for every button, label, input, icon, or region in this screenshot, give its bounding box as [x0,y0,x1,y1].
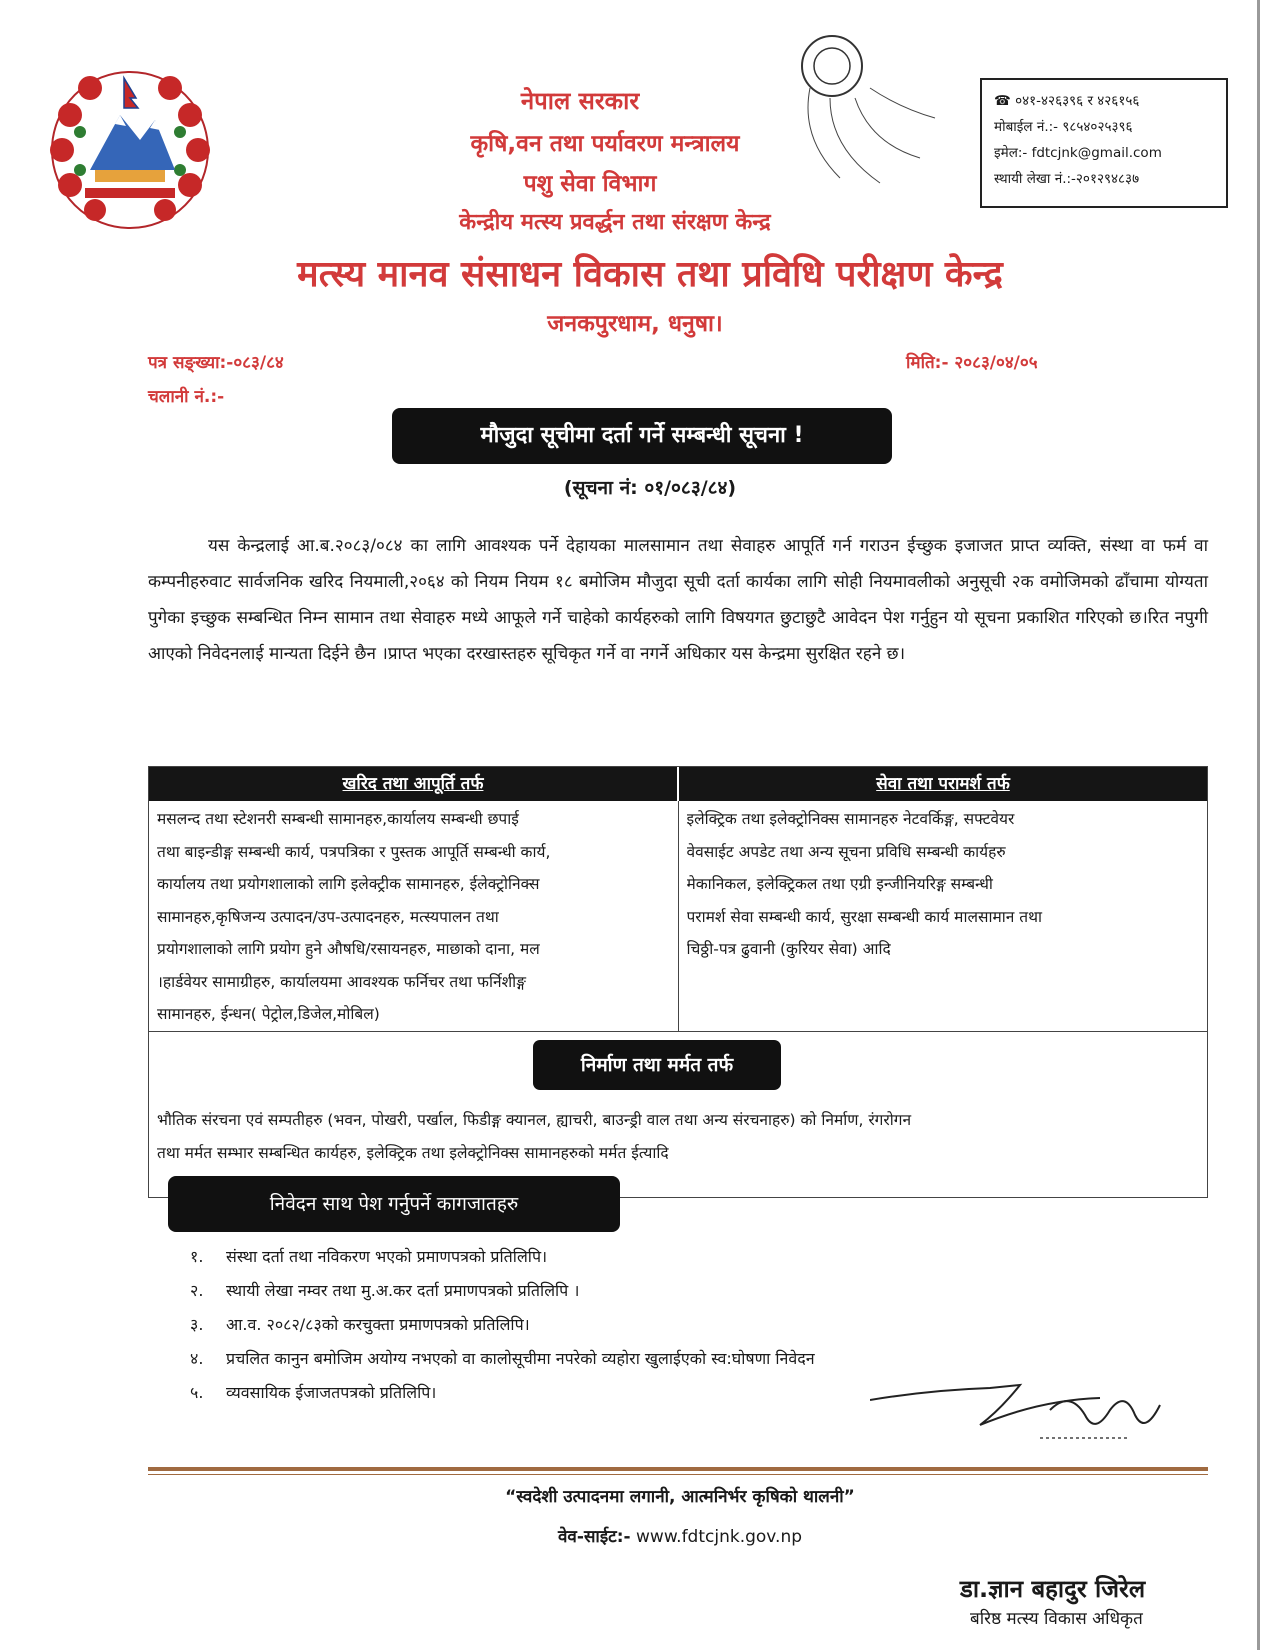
phone-number: ☎ ०४१-४२६३९६ र ४२६१५६ [994,93,1140,109]
header-location: जनकपुरधाम, धनुषा। [547,311,723,337]
footer-website [500,1524,860,1547]
contact-box [980,78,1228,208]
item-number: ५. [190,1383,204,1402]
purchase-supply-header: खरिद तथा आपूर्ति तर्फ [149,767,679,801]
item-number: ४. [190,1349,204,1368]
website-url[interactable]: www.fdtcjnk.gov.np [636,1527,803,1547]
footer-divider-thin [148,1474,1208,1475]
letter-number: पत्र सङ्ख्या:-०८३/८४ [148,353,284,373]
service-line: चिठ्ठी-पत्र ढुवानी (कुरियर सेवा) आदि [686,940,891,958]
office-stamp [770,18,945,198]
website-label: वेव-साईट:- [557,1527,631,1547]
header-central-centre: केन्द्रीय मत्स्य प्रवर्द्धन तथा संरक्षण केन्द्र [459,210,771,235]
categories-table [148,766,1208,1198]
item-text: आ.व. २०८२/८३को करचुक्ता प्रमाणपत्रको प्रतिलिपि। [226,1315,530,1334]
header-department: पशु सेवा विभाग [523,171,657,197]
item-text: संस्था दर्ता तथा नविकरण भएको प्रमाणपत्रको प्रतिलिपि। [226,1247,548,1266]
documents-header: निवेदन साथ पेश गर्नुपर्ने कागजातहरु [168,1176,620,1232]
scan-edge [1257,0,1260,1650]
list-item [190,1376,815,1410]
table-header [149,767,1207,801]
permanent-account-number: स्थायी लेखा नं.:-२०१२९४८३७ [994,171,1140,187]
purchase-supply-cell [149,801,679,1031]
item-number: ३. [190,1315,204,1334]
notice-title: मौजुदा सूचीमा दर्ता गर्ने सम्बन्धी सूचना ! [392,408,892,464]
purchase-line: प्रयोगशालाको लागि प्रयोग हुने औषधि/रसायनहरु, माछाको दाना, मल [157,940,540,958]
list-item [190,1240,815,1274]
nepal-government-emblem [40,60,220,230]
list-item [190,1342,815,1376]
service-line: मेकानिकल, इलेक्ट्रिकल तथा एग्री इन्जीनियरिङ्ग सम्बन्धी [686,875,993,893]
signer-title: बरिष्ठ मत्स्य विकास अधिकृत [970,1609,1143,1629]
construction-line: तथा मर्मत सम्भार सम्बन्धित कार्यहरु, इलेक्ट्रिक तथा इलेक्ट्रोनिक्स सामानहरुको मर्मत ईत्यादि [157,1144,669,1162]
email-address: इमेल:- fdtcjnk@gmail.com [994,145,1162,161]
item-text: स्थायी लेखा नम्वर तथा मु.अ.कर दर्ता प्रमाणपत्रको प्रतिलिपि । [226,1281,580,1300]
service-line: इलेक्ट्रिक तथा इलेक्ट्रोनिक्स सामानहरु नेटवर्किङ्ग, सफ्टवेयर [686,810,1015,828]
item-number: २. [190,1281,204,1300]
list-item [190,1274,815,1308]
signer-name: डा.ज्ञान बहादुर जिरेल [960,1575,1146,1603]
mobile-number: मोबाईल नं.:- ९८५४०२५३९६ [994,119,1133,135]
footer-divider [148,1467,1208,1471]
purchase-line: कार्यालय तथा प्रयोगशालाको लागि इलेक्ट्रीक सामानहरु, ईलेक्ट्रोनिक्स [157,875,540,893]
service-consulting-header: सेवा तथा परामर्श तर्फ [679,767,1207,801]
service-line: वेवसाईट अपडेट तथा अन्य सूचना प्रविधि सम्बन्धी कार्यहरु [686,842,1006,861]
notice-number: (सूचना नं: ०१/०८३/८४) [563,477,737,499]
table-row [149,801,1207,1031]
item-text: प्रचलित कानुन बमोजिम अयोग्य नभएको वा कालोसूचीमा नपरेको व्यहोरा खुलाईएको स्व:घोषणा निवेदन [226,1349,815,1368]
purchase-line: मसलन्द तथा स्टेशनरी सम्बन्धी सामानहरु,कार्यालय सम्बन्धी छपाई [157,810,519,828]
purchase-line: सामानहरु,कृषिजन्य उत्पादन/उप-उत्पादनहरु, मत्स्यपालन तथा [157,907,499,926]
header-office-name: मत्स्य मानव संसाधन विकास तथा प्रविधि परीक्षण केन्द्र [297,254,1003,295]
service-consulting-cell [679,801,1208,1031]
header-government: नेपाल सरकार [520,87,640,115]
header-ministry: कृषि,वन तथा पर्यावरण मन्त्रालय [470,131,740,157]
purchase-line: तथा बाइन्डीङ्ग सम्बन्धी कार्य, पत्रपत्रिका र पुस्तक आपूर्ति सम्बन्धी कार्य, [157,842,551,861]
handwritten-signature [870,1380,1190,1450]
construction-text [157,1104,1197,1170]
documents-list [190,1240,815,1410]
notice-body: यस केन्द्रलाई आ.ब.२०८३/०८४ का लागि आवश्यक पर्ने देहायका मालसामान तथा सेवाहरु आपूर्ति गर्न गराउन ईच्छुक इजाजत प्राप्त व्यक्ति, संस्था वा फर्म वा कम्पनीहरुवाट सार्वजनिक खरिद नियमाली,२०६४ को नियम नियम १८ बमोजिम मौजुदा सूची दर्ता कार्यका लागि सोही नियमावलीको अनुसूची २क वमोजिमको ढाँचामा योग्यता पुगेका इच्छुक सम्बन्धित निम्न सामान तथा सेवाहरु मध्ये आफूले गर्ने चाहेको कार्यहरुको लागि विषयगत छुटाछुटै आवेदन पेश गर्नुहुन यो सूचना प्रकाशित गरिएको छ।रित नपुगी आएको निवेदनलाई मान्यता दिईने छैन ।प्राप्त भएका दरखास्तहरु सूचिकृत गर्ने वा नगर्ने अधिकार यस केन्द्रमा सुरक्षित रहने छ। [148,536,1208,664]
purchase-line: ।हार्डवेयर सामाग्रीहरु, कार्यालयमा आवश्यक फर्निचर तथा फर्निशीङ्ग [157,972,526,991]
purchase-line: सामानहरु, ईन्धन( पेट्रोल,डिजेल,मोबिल) [157,1005,380,1023]
item-number: १. [190,1247,204,1266]
construction-header: निर्माण तथा मर्मत तर्फ [533,1040,781,1090]
letter-date: मिति:- २०८३/०४/०५ [906,353,1038,373]
construction-section [149,1031,1207,1197]
list-item [190,1308,815,1342]
footer-slogan: “स्वदेशी उत्पादनमा लगानी, आत्मनिर्भर कृषिको थालनी” [505,1487,855,1507]
dispatch-number: चलानी नं.:- [148,387,225,407]
service-line: परामर्श सेवा सम्बन्धी कार्य, सुरक्षा सम्बन्धी कार्य मालसामान तथा [686,907,1043,926]
item-text: व्यवसायिक ईजाजतपत्रको प्रतिलिपि। [226,1383,437,1402]
construction-line: भौतिक संरचना एवं सम्पतीहरु (भवन, पोखरी, पर्खाल, फिडीङ्ग क्यानल, ह्याचरी, बाउन्ड्री वाल तथा अन्य संरचनाहरु) को निर्माण, रंगरोगन [157,1111,912,1129]
